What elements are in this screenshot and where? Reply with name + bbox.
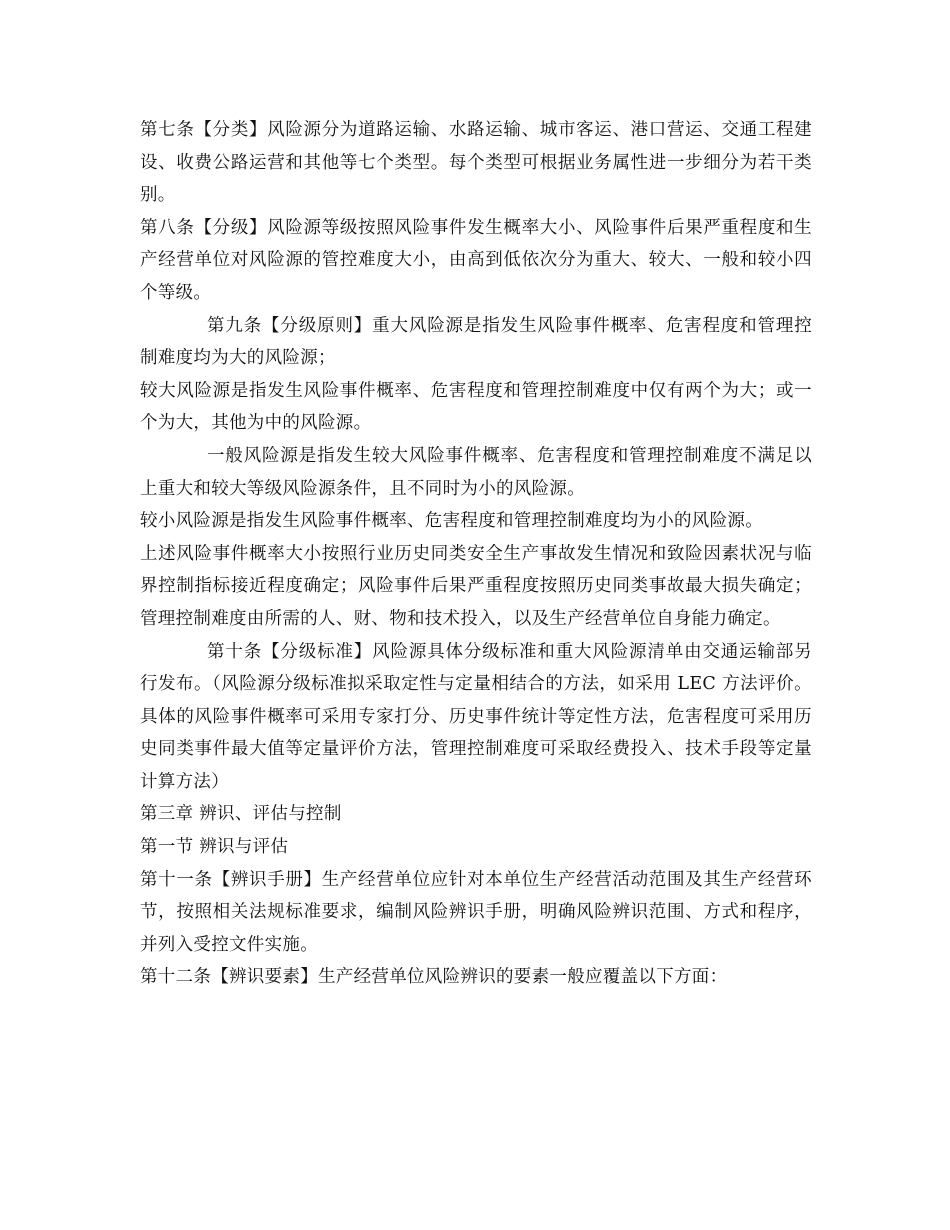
article-8-paragraph: 第八条【分级】风险源等级按照风险事件发生概率大小、风险事件后果严重程度和生产经营单位对风险源的管控难度大小，由高到低依次分为重大、较大、一般和较小四个等级。 [140,217,812,303]
chapter-3-heading: 第三章 辨识、评估与控制 [140,804,342,825]
major-risk-definition-paragraph: 较大风险源是指发生风险事件概率、危害程度和管理控制难度中仅有两个为大；或一个为大，其他为中的风险源。 [140,380,812,434]
risk-criteria-paragraph: 上述风险事件概率大小按照行业历史同类安全生产事故发生情况和致险因素状况与临界控制指标接近程度确定；风险事件后果严重程度按照历史同类事故最大损失确定；管理控制难度由所需的人、财、物和技术投入，以及生产经营单位自身能力确定。 [140,543,812,629]
article-11-paragraph: 第十一条【辨识手册】生产经营单位应针对本单位生产经营活动范围及其生产经营环节，按照相关法规标准要求，编制风险辨识手册，明确风险辨识范围、方式和程序，并列入受控文件实施。 [140,869,812,955]
article-9-paragraph: 第九条【分级原则】重大风险源是指发生风险事件概率、危害程度和管理控制难度均为大的风险源； [140,315,812,369]
minor-risk-definition-paragraph: 较小风险源是指发生风险事件概率、危害程度和管理控制难度均为小的风险源。 [140,511,763,532]
article-7-paragraph: 第七条【分类】风险源分为道路运输、水路运输、城市客运、港口营运、交通工程建设、收费公路运营和其他等七个类型。每个类型可根据业务属性进一步细分为若干类别。 [140,120,812,206]
article-12-paragraph: 第十二条【辨识要素】生产经营单位风险辨识的要素一般应覆盖以下方面： [140,967,728,988]
document-body [140,114,812,994]
general-risk-definition-paragraph: 一般风险源是指发生较大风险事件概率、危害程度和管理控制难度不满足以上重大和较大等级风险源条件，且不同时为小的风险源。 [140,445,812,499]
section-1-heading: 第一节 辨识与评估 [140,837,289,858]
article-10-paragraph: 第十条【分级标准】风险源具体分级标准和重大风险源清单由交通运输部另行发布。（风险源分级标准拟采取定性与定量相结合的方法，如采用 LEC 方法评价。具体的风险事件概率可采用专家打分、历史事件统计等定性方法，危害程度可采用历史同类事件最大值等定量评价方法，管理控制难度可采取经费投入、技术手段等定量计算方法） [140,641,812,792]
